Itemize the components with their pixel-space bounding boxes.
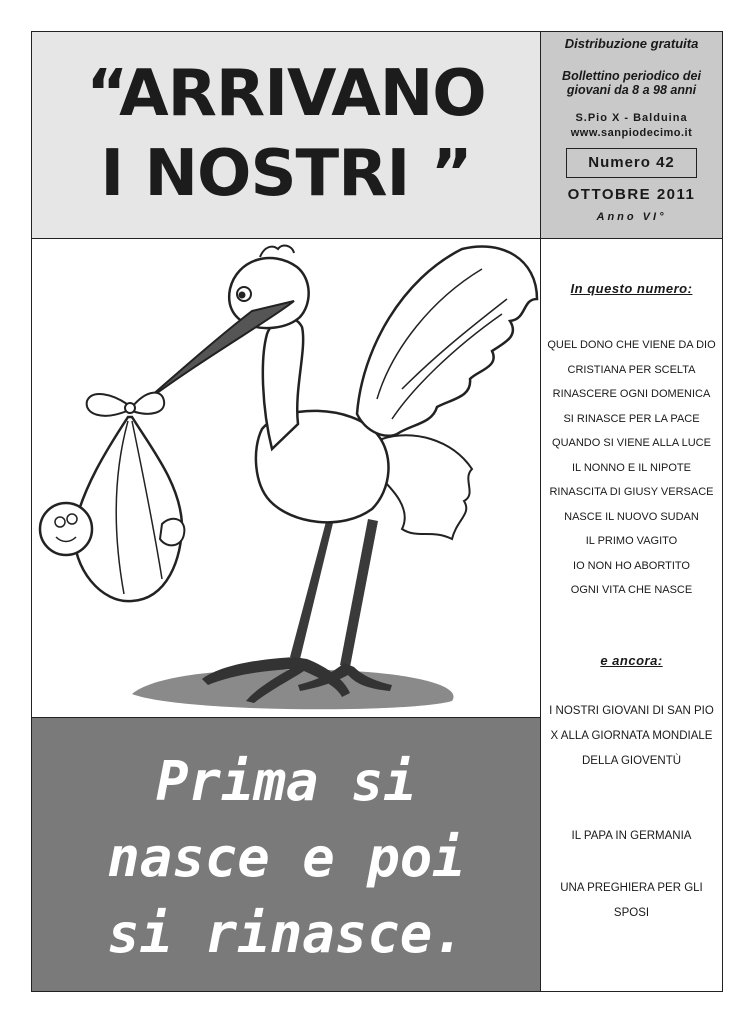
toc-item[interactable]: SI RINASCE PER LA PACE: [563, 412, 700, 425]
headline: [32, 744, 540, 972]
headline-line1: Prima si: [155, 750, 417, 813]
stork-wing: [357, 246, 537, 435]
stork-leg-right: [340, 519, 378, 667]
more-item[interactable]: I NOSTRI GIOVANI DI SAN PIO X ALLA GIORNATA MONDIALE DELLA GIOVENTÙ: [549, 705, 714, 767]
more-heading: e ancora:: [600, 653, 663, 668]
toc-item[interactable]: NASCE IL NUOVO SUDAN: [564, 510, 699, 523]
stork-tail: [382, 435, 472, 539]
headline-line3: si rinasce.: [107, 902, 465, 965]
more-item[interactable]: UNA PREGHIERA PER GLI SPOSI: [560, 882, 703, 919]
masthead: [31, 31, 541, 239]
toc-item[interactable]: CRISTIANA PER SCELTA: [567, 363, 696, 376]
toc-list: [541, 333, 722, 603]
baby-feet: [160, 519, 184, 546]
toc-item[interactable]: OGNI VITA CHE NASCE: [570, 584, 693, 596]
masthead-title-line1: “ARRIVANO: [86, 57, 486, 131]
distribution-label: Distribuzione gratuita: [564, 36, 699, 51]
stork-crest: [260, 246, 294, 257]
table-of-contents: [540, 238, 723, 992]
toc-item[interactable]: IO NON HO ABORTITO: [573, 559, 690, 572]
issue-info-box: [540, 31, 723, 239]
bulletin-line1: Bollettino periodico dei: [562, 69, 701, 83]
masthead-title: [32, 54, 540, 214]
bulletin-line2: giovani da 8 a 98 anni: [566, 83, 697, 97]
toc-item[interactable]: QUANDO SI VIENE ALLA LUCE: [552, 437, 711, 449]
website-link[interactable]: www.sanpiodecimo.it: [570, 127, 693, 139]
stork-leg-left: [290, 514, 334, 659]
stork-carrying-baby-illustration: [32, 239, 539, 716]
issue-year: Anno VI°: [596, 211, 667, 223]
issue-number: Numero 42: [566, 148, 697, 178]
headline-box: [31, 717, 541, 992]
baby-bundle: [74, 417, 182, 601]
toc-item[interactable]: RINASCITA DI GIUSY VERSACE: [549, 486, 714, 498]
parish-name: S.Pio X - Balduina: [575, 112, 688, 124]
toc-item[interactable]: RINASCERE OGNI DOMENICA: [552, 388, 711, 400]
toc-item[interactable]: IL NONNO E IL NIPOTE: [572, 461, 691, 474]
toc-heading: In questo numero:: [570, 281, 693, 296]
masthead-title-line2: I NOSTRI ”: [100, 137, 472, 211]
headline-line2: nasce e poi: [107, 826, 465, 889]
toc-item[interactable]: QUEL DONO CHE VIENE DA DIO: [547, 339, 716, 351]
more-item[interactable]: IL PAPA IN GERMANIA: [571, 830, 692, 842]
issue-date: OTTOBRE 2011: [567, 186, 696, 203]
bulletin-description: [541, 69, 722, 97]
baby-head: [40, 503, 92, 555]
toc-item[interactable]: IL PRIMO VAGITO: [585, 535, 678, 547]
cover-illustration: [31, 238, 541, 718]
